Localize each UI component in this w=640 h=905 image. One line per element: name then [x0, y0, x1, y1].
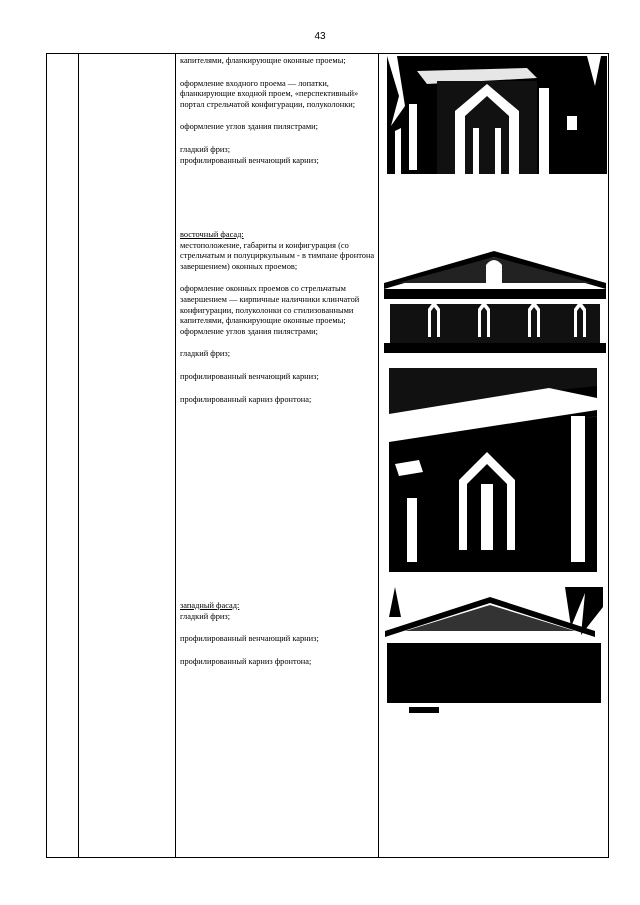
photo-east-facade: [384, 247, 606, 353]
east-facade-heading: восточный фасад:: [180, 230, 244, 239]
paragraph: оформление углов здания пилястрами;: [180, 122, 318, 132]
page-number: 43: [314, 31, 326, 42]
north-facade-continued: [180, 56, 375, 166]
photo-window-detail: [389, 368, 597, 572]
table-column-divider-2: [175, 53, 176, 858]
west-facade: [180, 601, 375, 667]
table-column-divider-3: [378, 53, 379, 858]
paragraph: профилированный карниз фронтона;: [180, 656, 312, 666]
table-border-right: [608, 53, 609, 858]
table-border-left: [46, 53, 47, 858]
paragraph: гладкий фриз; профилированный венчающий карниз;: [180, 144, 319, 165]
paragraph: капителями, фланкирующие оконные проемы;: [180, 56, 346, 65]
paragraph: профилированный венчающий карниз;: [180, 634, 319, 644]
paragraph: профилированный карниз фронтона;: [180, 394, 312, 404]
table-border-top: [46, 53, 609, 54]
west-facade-heading: западный фасад:: [180, 601, 240, 610]
paragraph: местоположение, габариты и конфигурация (со стрельчатым и полуциркульным - в тимпане фронтона завершением) оконных проемов;: [180, 240, 375, 271]
paragraph: гладкий фриз;: [180, 611, 231, 621]
east-facade: [180, 230, 375, 405]
photo-west-facade: [385, 587, 603, 717]
paragraph: оформление входного проема — лопатки, фланкирующие входной проем, «перспективный» портал стрельчатой конфигурации, полуколонки;: [180, 78, 359, 109]
paragraph: гладкий фриз;: [180, 349, 231, 359]
table-column-divider-1: [78, 53, 79, 858]
paragraph: профилированный венчающий карниз;: [180, 371, 319, 381]
paragraph: оформление оконных проемов со стрельчатым завершением — кирпичные наличники клинчатой конфигурации, полуколонки со стилизованными капителями, фланкирующие оконные проемы; оформление углов здания пилястрами;: [180, 284, 360, 336]
table-border-bottom: [46, 857, 609, 858]
photo-entrance-portal: [387, 56, 607, 186]
